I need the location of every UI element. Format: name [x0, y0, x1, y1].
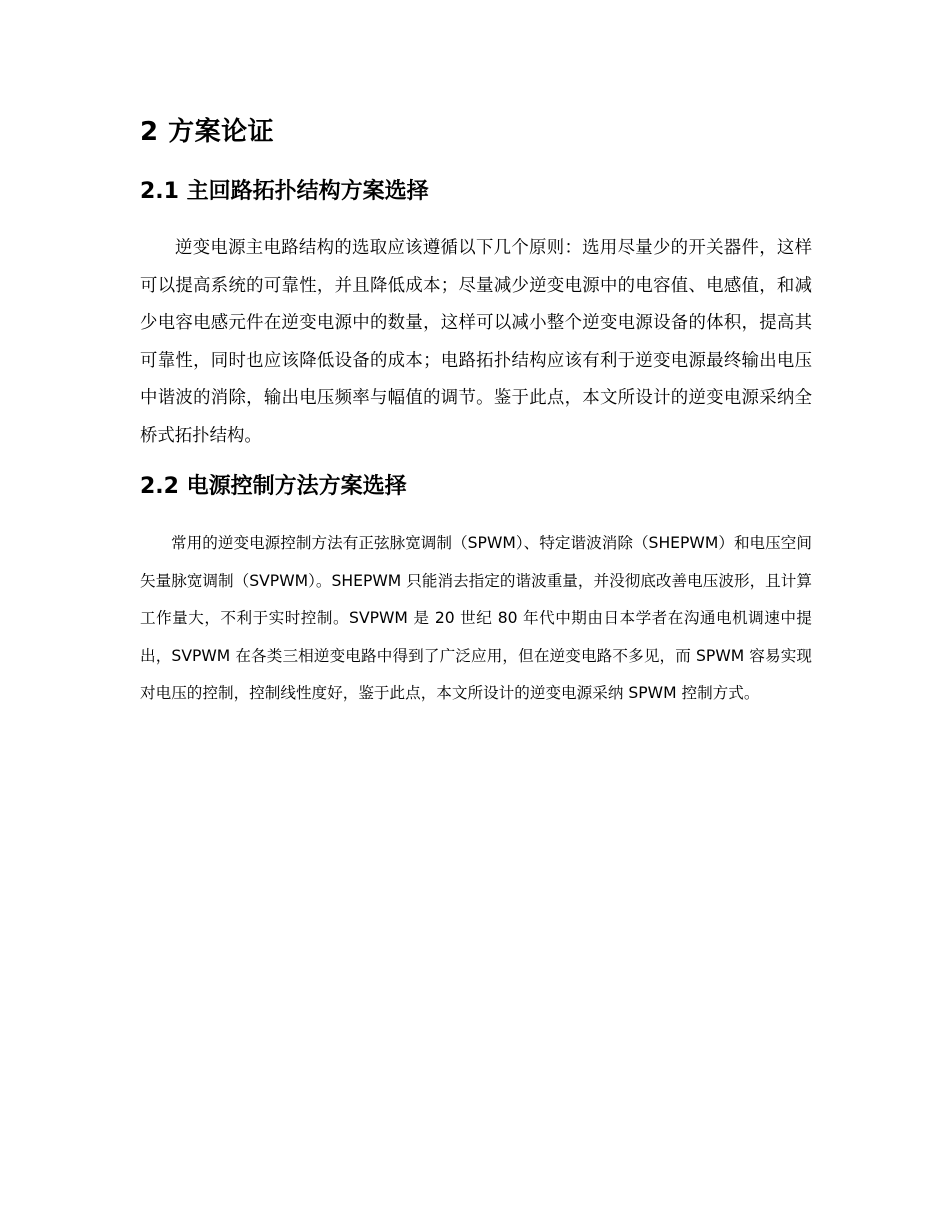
section-heading-control-method: 2.2 电源控制方法方案选择	[140, 474, 407, 499]
section-paragraph-topology: 逆变电源主电路结构的选取应该遵循以下几个原则：选用尽量少的开关器件，这样可以提高系统的可靠性，并且降低成本；尽量减少逆变电源中的电容值、电感值，和减少电容电感元件在逆变电源中的数量，这样可以减小整个逆变电源设备的体积，提高其可靠性，同时也应该降低设备的成本；电路拓扑结构应该有利于逆变电源最终输出电压中谐波的消除，输出电压频率与幅值的调节。鉴于此点，本文所设计的逆变电源采纳全桥式拓扑结构。	[140, 238, 812, 446]
chapter-title: 2 方案论证	[140, 117, 275, 147]
section-paragraph-control-method: 常用的逆变电源控制方法有正弦脉宽调制（SPWM）、特定谐波消除（SHEPWM）和电压空间矢量脉宽调制（SVPWM）。SHEPWM 只能消去指定的谐波重量，并没彻底改善电压波形，且计算工作量大，不利于实时控制。SVPWM 是 20 世纪 80 年代中期由日本学者在沟通电机调速中提出，SVPWM 在各类三相逆变电路中得到了广泛应用，但在逆变电路不多见，而 SPWM 容易实现对电压的控制，控制线性度好，鉴于此点，本文所设计的逆变电源采纳 SPWM 控制方式。	[140, 534, 812, 702]
section-heading-topology: 2.1 主回路拓扑结构方案选择	[140, 179, 429, 204]
document-body	[140, 110, 812, 713]
